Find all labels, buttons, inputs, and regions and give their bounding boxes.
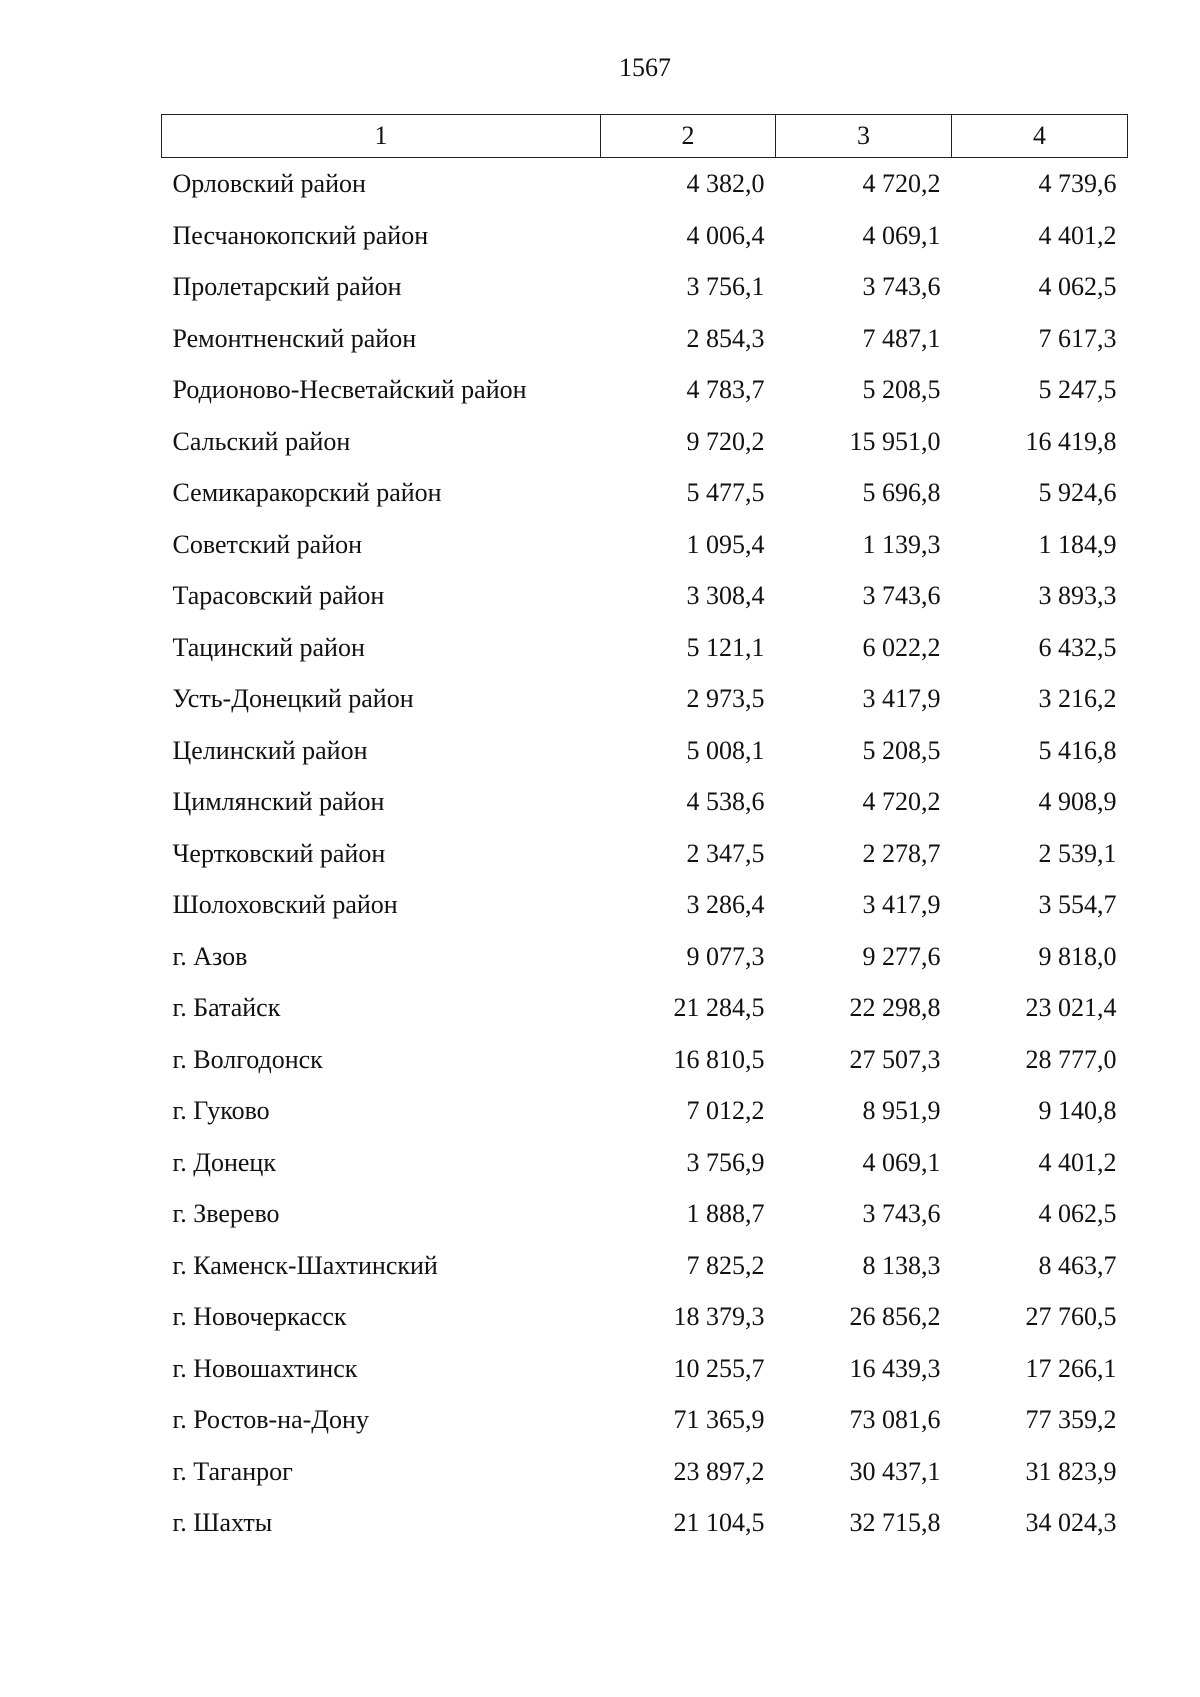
value-col-3-cell: 4 720,2	[862, 169, 941, 198]
value-col-2-cell: 71 365,9	[673, 1405, 765, 1434]
value-col-4-cell: 16 419,8	[1025, 426, 1117, 456]
table-row	[162, 725, 1128, 777]
value-col-4-cell: 3 554,7	[1038, 890, 1117, 919]
value-col-3-cell: 73 081,6	[849, 1405, 941, 1434]
value-col-2-cell: 4 783,7	[686, 375, 765, 404]
value-col-3-cell: 27 507,3	[849, 1044, 941, 1074]
value-col-4-cell: 4 908,9	[1038, 787, 1117, 816]
territory-name-cell: г. Каменск-Шахтинский	[172, 1250, 438, 1280]
table-row	[162, 776, 1128, 828]
value-col-2-cell: 4 538,6	[686, 787, 765, 816]
value-col-3-cell: 32 715,8	[849, 1508, 941, 1537]
territory-name-cell: Пролетарский район	[172, 272, 402, 301]
value-col-2-cell: 3 756,1	[686, 272, 765, 301]
table-row	[162, 931, 1128, 983]
table-row	[162, 1497, 1128, 1549]
value-col-2-cell: 21 284,5	[673, 993, 765, 1022]
header-cell-col-4: 4	[952, 115, 1128, 158]
table-row	[162, 570, 1128, 622]
value-col-4-cell: 34 024,3	[1025, 1508, 1117, 1537]
value-col-4-cell: 28 777,0	[1025, 1044, 1117, 1074]
value-col-4-cell: 9 140,8	[1038, 1096, 1117, 1125]
territory-name-cell: Советский район	[172, 529, 363, 559]
header-row	[162, 115, 1128, 158]
value-col-2-cell: 2 973,5	[686, 684, 765, 713]
value-col-4-cell: 9 818,0	[1038, 941, 1117, 971]
value-col-2-cell: 9 720,2	[686, 426, 765, 456]
table-body	[162, 158, 1128, 1549]
header-cell-col-3: 3	[776, 115, 952, 158]
value-col-2-cell: 18 379,3	[673, 1302, 765, 1331]
table-row	[162, 1394, 1128, 1446]
table-row	[162, 364, 1128, 416]
data-table	[161, 114, 1128, 1549]
territory-name-cell: г. Волгодонск	[172, 1044, 323, 1074]
territory-name-cell: г. Батайск	[172, 993, 281, 1022]
territory-name-cell: г. Азов	[172, 941, 248, 971]
table-row	[162, 1034, 1128, 1086]
value-col-4-cell: 23 021,4	[1025, 993, 1117, 1022]
value-col-2-cell: 1 888,7	[686, 1199, 765, 1228]
table-row	[162, 828, 1128, 880]
value-col-3-cell: 6 022,2	[862, 632, 941, 662]
value-col-3-cell: 9 277,6	[862, 941, 941, 971]
territory-name-cell: г. Зверево	[172, 1199, 280, 1228]
territory-name-cell: г. Ростов-на-Дону	[172, 1405, 369, 1434]
value-col-4-cell: 5 247,5	[1038, 375, 1117, 404]
page-number: 1567	[619, 53, 671, 82]
value-col-3-cell: 15 951,0	[849, 426, 941, 456]
value-col-2-cell: 16 810,5	[673, 1044, 765, 1074]
value-col-3-cell: 30 437,1	[849, 1456, 941, 1486]
table-row	[162, 879, 1128, 931]
value-col-3-cell: 4 069,1	[862, 1147, 941, 1177]
value-col-4-cell: 5 416,8	[1038, 735, 1117, 765]
table-row	[162, 261, 1128, 313]
table-row	[162, 467, 1128, 519]
table-row	[162, 519, 1128, 571]
value-col-2-cell: 5 477,5	[686, 478, 765, 507]
territory-name-cell: г. Шахты	[172, 1508, 273, 1537]
value-col-4-cell: 5 924,6	[1038, 478, 1117, 507]
table-row	[162, 1188, 1128, 1240]
table-row	[162, 158, 1128, 210]
territory-name-cell: Орловский район	[172, 169, 366, 198]
value-col-2-cell: 4 006,4	[686, 220, 765, 250]
table-row	[162, 416, 1128, 468]
table-row	[162, 1343, 1128, 1395]
value-col-3-cell: 3 417,9	[862, 890, 941, 919]
value-col-2-cell: 3 286,4	[686, 890, 765, 919]
table-row	[162, 673, 1128, 725]
value-col-4-cell: 8 463,7	[1038, 1250, 1117, 1280]
value-col-3-cell: 1 139,3	[862, 529, 941, 559]
table-row	[162, 1085, 1128, 1137]
value-col-4-cell: 4 739,6	[1038, 169, 1117, 198]
table-row	[162, 982, 1128, 1034]
value-col-3-cell: 4 720,2	[862, 787, 941, 816]
value-col-2-cell: 3 308,4	[686, 581, 765, 610]
table-header	[162, 115, 1128, 158]
table-row	[162, 1291, 1128, 1343]
data-table-container	[161, 114, 1127, 1549]
territory-name-cell: Ремонтненский район	[172, 323, 417, 353]
value-col-4-cell: 2 539,1	[1038, 838, 1117, 868]
value-col-3-cell: 3 417,9	[862, 684, 941, 713]
value-col-3-cell: 5 208,5	[862, 375, 941, 404]
value-col-2-cell: 10 255,7	[673, 1353, 765, 1383]
territory-name-cell: г. Новошахтинск	[172, 1353, 358, 1383]
value-col-3-cell: 8 138,3	[862, 1250, 941, 1280]
table-row	[162, 210, 1128, 262]
territory-name-cell: Усть-Донецкий район	[172, 684, 414, 713]
value-col-3-cell: 3 743,6	[862, 272, 941, 301]
territory-name-cell: Шолоховский район	[172, 890, 398, 919]
value-col-2-cell: 4 382,0	[686, 169, 765, 198]
value-col-2-cell: 9 077,3	[686, 941, 765, 971]
value-col-2-cell: 5 121,1	[686, 632, 765, 662]
value-col-4-cell: 4 062,5	[1038, 1199, 1117, 1228]
value-col-4-cell: 31 823,9	[1025, 1456, 1117, 1486]
value-col-4-cell: 4 062,5	[1038, 272, 1117, 301]
territory-name-cell: Тацинский район	[172, 632, 365, 662]
value-col-3-cell: 3 743,6	[862, 581, 941, 610]
territory-name-cell: Цимлянский район	[172, 787, 385, 816]
value-col-2-cell: 5 008,1	[686, 735, 765, 765]
territory-name-cell: Целинский район	[172, 735, 368, 765]
value-col-3-cell: 16 439,3	[849, 1353, 941, 1383]
value-col-3-cell: 8 951,9	[862, 1096, 941, 1125]
territory-name-cell: Родионово-Несветайский район	[172, 375, 527, 404]
value-col-2-cell: 2 347,5	[686, 838, 765, 868]
territory-name-cell: г. Новочеркасск	[172, 1302, 347, 1331]
value-col-2-cell: 2 854,3	[686, 323, 765, 353]
value-col-3-cell: 3 743,6	[862, 1199, 941, 1228]
territory-name-cell: Тарасовский район	[172, 581, 385, 610]
value-col-2-cell: 23 897,2	[673, 1456, 765, 1486]
territory-name-cell: г. Донецк	[172, 1147, 276, 1177]
value-col-4-cell: 1 184,9	[1038, 529, 1117, 559]
value-col-4-cell: 77 359,2	[1025, 1405, 1117, 1434]
value-col-3-cell: 7 487,1	[862, 323, 941, 353]
territory-name-cell: г. Таганрог	[172, 1456, 293, 1486]
header-cell-col-2: 2	[601, 115, 776, 158]
value-col-3-cell: 22 298,8	[849, 993, 941, 1022]
value-col-2-cell: 7 012,2	[686, 1096, 765, 1125]
territory-name-cell: г. Гуково	[172, 1096, 270, 1125]
value-col-2-cell: 1 095,4	[686, 529, 765, 559]
table-row	[162, 313, 1128, 365]
header-cell-col-1: 1	[162, 115, 601, 158]
value-col-2-cell: 21 104,5	[673, 1508, 765, 1537]
value-col-3-cell: 5 696,8	[862, 478, 941, 507]
value-col-3-cell: 5 208,5	[862, 735, 941, 765]
value-col-2-cell: 3 756,9	[686, 1147, 765, 1177]
value-col-3-cell: 2 278,7	[862, 838, 941, 868]
value-col-3-cell: 4 069,1	[862, 220, 941, 250]
value-col-2-cell: 7 825,2	[686, 1250, 765, 1280]
value-col-4-cell: 17 266,1	[1025, 1353, 1117, 1383]
value-col-4-cell: 4 401,2	[1038, 1147, 1117, 1177]
territory-name-cell: Сальский район	[172, 426, 351, 456]
table-row	[162, 1446, 1128, 1498]
value-col-4-cell: 3 216,2	[1038, 684, 1117, 713]
value-col-3-cell: 26 856,2	[849, 1302, 941, 1331]
table-row	[162, 1137, 1128, 1189]
value-col-4-cell: 4 401,2	[1038, 220, 1117, 250]
value-col-4-cell: 27 760,5	[1025, 1302, 1117, 1331]
territory-name-cell: Чертковский район	[172, 838, 386, 868]
table-row	[162, 622, 1128, 674]
value-col-4-cell: 6 432,5	[1038, 632, 1117, 662]
value-col-4-cell: 3 893,3	[1038, 581, 1117, 610]
territory-name-cell: Семикаракорский район	[172, 478, 442, 507]
table-row	[162, 1240, 1128, 1292]
territory-name-cell: Песчанокопский район	[172, 220, 429, 250]
value-col-4-cell: 7 617,3	[1038, 323, 1117, 353]
